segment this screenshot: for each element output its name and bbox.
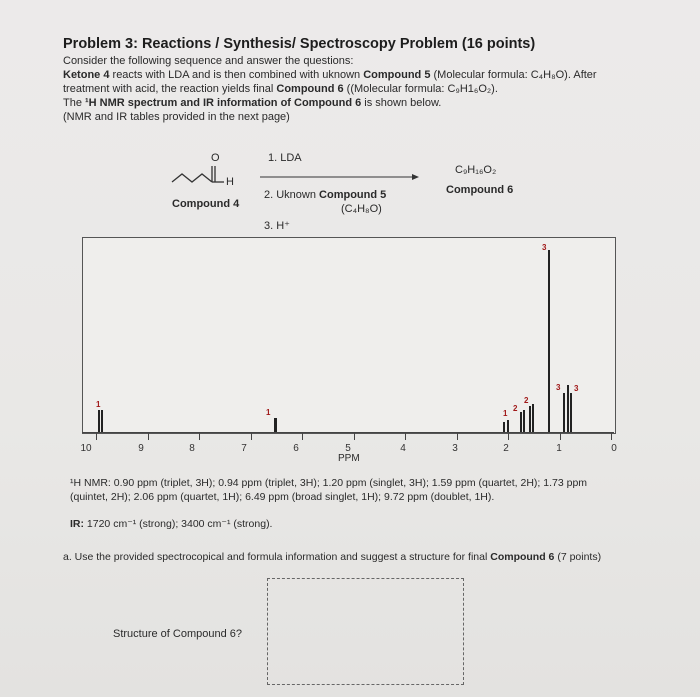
tick-label-6: 6 <box>293 443 299 454</box>
tick-10 <box>96 432 97 440</box>
tick-0 <box>611 432 612 440</box>
integral-1-20: 3 <box>542 243 547 252</box>
problem-title: Problem 3: Reactions / Synthesis/ Spectroscopy Problem (16 points) <box>63 36 536 52</box>
compound-4-label: Compound 4 <box>172 198 240 210</box>
peak-9-72 <box>98 410 100 432</box>
compound-6-label: Compound 6 <box>446 184 514 196</box>
tick-1 <box>560 432 561 440</box>
peak-9-72b <box>101 410 103 432</box>
peak-2-06b <box>507 420 509 432</box>
intro-line-2: Ketone 4 reacts with LDA and is then combined with uknown Compound 5 (Molecular formula: C₄H₈O). After <box>63 69 597 81</box>
tick-label-4: 4 <box>400 443 406 454</box>
step-2-reagent: 2. Uknown Compound 5 <box>264 189 387 201</box>
integral-6-49: 1 <box>266 408 271 417</box>
tick-label-3: 3 <box>452 443 458 454</box>
peak-1-73 <box>520 412 522 432</box>
compound-6-formula: C₉H₁₆O₂ <box>455 164 497 176</box>
nmr-spectrum-plot <box>82 237 616 434</box>
nmr-data-line-2: (quintet, 2H); 2.06 ppm (quartet, 1H); 6.49 ppm (broad singlet, 1H); 9.72 ppm (doublet, 1H). <box>70 491 495 503</box>
question-a: a. Use the provided spectrocopical and formula information and suggest a structure for final Compound 6 (7 points) <box>63 551 602 563</box>
tick-7 <box>251 432 252 440</box>
integral-1-73: 2 <box>513 404 518 413</box>
tick-label-5: 5 <box>345 443 351 454</box>
intro-line-3: treatment with acid, the reaction yields final Compound 6 ((Molecular formula: C₉H1₆O₂). <box>63 83 498 95</box>
integral-0-94: 3 <box>556 383 561 392</box>
step-1-reagent: 1. LDA <box>268 152 302 164</box>
ir-data-line: IR: 1720 cm⁻¹ (strong); 3400 cm⁻¹ (strong). <box>70 518 273 530</box>
integral-9-72: 1 <box>96 400 101 409</box>
ppm-axis-label: PPM <box>338 453 360 464</box>
ppm-axis <box>82 432 614 433</box>
peak-2-06 <box>503 422 505 432</box>
peak-0-90b <box>570 393 572 432</box>
tick-5 <box>354 432 355 440</box>
tick-4 <box>405 432 406 440</box>
tick-label-9: 9 <box>138 443 144 454</box>
peak-1-20 <box>548 250 550 432</box>
tick-6 <box>302 432 303 440</box>
tick-3 <box>457 432 458 440</box>
carbonyl-o-label: O <box>211 152 220 164</box>
peak-0-90 <box>567 385 569 432</box>
nmr-data-line-1: ¹H NMR: 0.90 ppm (triplet, 3H); 0.94 ppm (triplet, 3H); 1.20 ppm (singlet, 3H); 1.59 ppm (quartet, 2H); 1.73 ppm <box>70 477 588 489</box>
integral-0-90: 3 <box>574 384 579 393</box>
answer-prompt-label: Structure of Compound 6? <box>113 628 243 640</box>
peak-1-59 <box>529 406 531 432</box>
tick-label-7: 7 <box>241 443 247 454</box>
integral-2-06: 1 <box>503 409 508 418</box>
tick-label-1: 1 <box>556 443 562 454</box>
peak-6-49 <box>274 418 277 432</box>
tick-8 <box>199 432 200 440</box>
integral-1-59: 2 <box>524 396 529 405</box>
tick-label-2: 2 <box>503 443 509 454</box>
tick-label-0: 0 <box>611 443 617 454</box>
peak-1-59b <box>532 404 534 432</box>
aldehyde-h-label: H <box>226 176 234 188</box>
tick-label-10: 10 <box>80 443 92 454</box>
tick-9 <box>148 432 149 440</box>
peak-1-73b <box>523 410 525 432</box>
intro-line-5: (NMR and IR tables provided in the next page) <box>63 111 290 123</box>
tick-2 <box>508 432 509 440</box>
ketone-4-structure <box>168 150 248 192</box>
peak-0-94 <box>563 393 565 432</box>
intro-line-4: The ¹H NMR spectrum and IR information of Compound 6 is shown below. <box>63 97 442 109</box>
instructions-line: Consider the following sequence and answer the questions: <box>63 55 354 67</box>
reaction-arrow <box>260 172 420 182</box>
answer-box[interactable] <box>267 578 464 685</box>
tick-label-8: 8 <box>189 443 195 454</box>
compound-5-formula: (C₄H₈O) <box>341 203 382 215</box>
step-3-reagent: 3. H⁺ <box>264 220 290 232</box>
